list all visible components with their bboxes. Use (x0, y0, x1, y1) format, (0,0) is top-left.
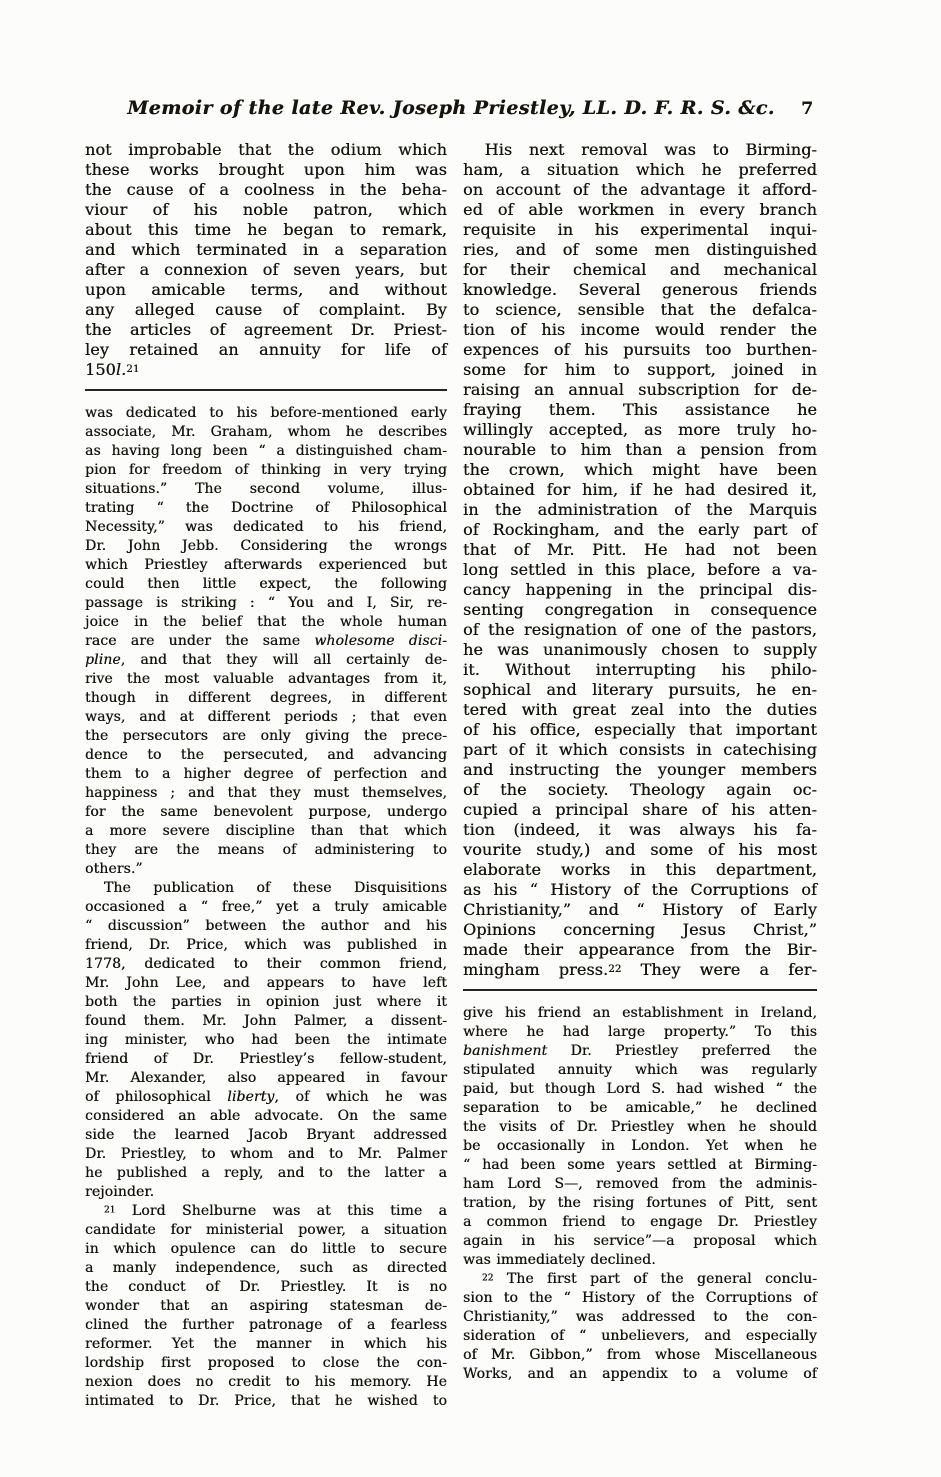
text-line (85, 200, 447, 220)
footnote-separator-rule (463, 989, 817, 991)
text-segment: knowledge. Several generous friends (463, 280, 817, 299)
text-segment: as his “ History of the Corruptions of (463, 880, 817, 899)
text-line (85, 974, 447, 993)
text-segment: 150 (85, 360, 116, 379)
text-segment: ways, and at different periods ; that even (85, 709, 447, 725)
text-line (463, 1346, 817, 1365)
text-segment: found them. Mr. John Palmer, a dissent- (85, 1013, 447, 1029)
text-segment: , of which he was (274, 1089, 447, 1105)
text-segment: willingly accepted, as more truly ho- (463, 420, 817, 439)
text-line (85, 1069, 447, 1088)
text-line (463, 540, 817, 560)
text-segment: rejoinder. (85, 1184, 155, 1200)
text-line (85, 480, 447, 499)
text-segment: not improbable that the odium which (85, 140, 447, 159)
text-segment: after a connexion of seven years, but (85, 260, 447, 279)
text-line (463, 600, 817, 620)
text-segment: senting congregation in consequence (463, 600, 817, 619)
text-line (463, 240, 817, 260)
text-segment: The first part of the general conclu- (493, 1271, 817, 1287)
text-line (463, 1156, 817, 1175)
text-segment: Necessity,” was dedicated to his friend, (85, 519, 447, 535)
text-line (463, 560, 817, 580)
text-segment: considered an able advocate. On the same (85, 1108, 447, 1124)
text-line (85, 1088, 447, 1107)
text-segment: a more severe discipline than that which (85, 823, 447, 839)
text-line (463, 260, 817, 280)
text-line (85, 260, 447, 280)
text-segment: paid, but though Lord S. had wished “ the (463, 1081, 817, 1097)
text-segment: Opinions concerning Jesus Christ,” (463, 920, 817, 939)
text-segment: and instructing the younger members (463, 760, 817, 779)
text-line (463, 1004, 817, 1023)
text-segment: tion of his income would render the (463, 320, 817, 339)
text-segment: , and that they will all certainly de- (120, 652, 447, 668)
text-line (463, 1061, 817, 1080)
text-line (463, 820, 817, 840)
text-line (463, 760, 817, 780)
text-line (463, 900, 817, 920)
footnote-marker: 22 (608, 962, 622, 975)
text-segment: though in different degrees, in different (85, 690, 447, 706)
text-segment: friend, Dr. Price, which was published in (85, 937, 447, 953)
text-segment: of Rockingham, and the early part of (463, 520, 817, 539)
text-segment: give his friend an establishment in Ireland, (463, 1005, 817, 1021)
text-segment: expences of his pursuits too burthen- (463, 340, 817, 359)
text-line (85, 1107, 447, 1126)
text-segment: any alleged cause of complaint. By (85, 300, 447, 319)
text-line (463, 320, 817, 340)
text-line (463, 640, 817, 660)
text-line (85, 955, 447, 974)
text-segment: viour of his noble patron, which (85, 200, 447, 219)
text-segment: he published a reply, and to the latter a (85, 1165, 447, 1181)
text-segment: ries, and of some men distinguished (463, 240, 817, 259)
text-segment: on account of the advantage it afford- (463, 180, 817, 199)
text-segment: long settled in this place, before a va- (463, 560, 817, 579)
text-segment: 1778, dedicated to their common friend, (85, 956, 447, 972)
text-line (463, 580, 817, 600)
text-line (85, 917, 447, 936)
text-line (85, 1316, 447, 1335)
text-line (85, 1164, 447, 1183)
text-segment: The publication of these Disquisitions (103, 880, 447, 896)
text-segment: race are under the same (85, 633, 315, 649)
text-line (463, 1289, 817, 1308)
text-line (463, 400, 817, 420)
text-line (463, 140, 817, 160)
text-segment: in the administration of the Marquis (463, 500, 817, 519)
text-line (85, 220, 447, 240)
text-segment: wholesome disci- (314, 633, 447, 649)
text-segment: joice in the belief that the whole human (85, 614, 447, 630)
text-segment: again in his service”—a proposal which (463, 1233, 817, 1249)
text-segment: others.” (85, 861, 143, 877)
text-segment: sideration of “ unbelievers, and especially (463, 1328, 817, 1344)
text-segment: vourite study,) and some of his most (463, 840, 817, 859)
text-line (463, 1175, 817, 1194)
right-column (463, 140, 817, 1411)
text-line (463, 800, 817, 820)
text-line (463, 420, 817, 440)
text-line (85, 518, 447, 537)
text-line (463, 1327, 817, 1346)
text-line (85, 1278, 447, 1297)
text-segment: occasioned a “ free,” yet a truly amicable (85, 899, 447, 915)
text-segment: friend of Dr. Priestley’s fellow-student, (85, 1051, 447, 1067)
text-segment: the conduct of Dr. Priestley. It is no (85, 1279, 447, 1295)
text-segment: Dr. John Jebb. Considering the wrongs (85, 538, 447, 554)
text-line (85, 822, 447, 841)
text-segment: raising an annual subscription for de- (463, 380, 817, 399)
text-segment: it. Without interrupting his philo- (463, 660, 817, 679)
text-line (463, 920, 817, 940)
text-line (463, 480, 817, 500)
text-line (463, 620, 817, 640)
text-segment: “ discussion” between the author and his (85, 918, 447, 934)
text-line (463, 860, 817, 880)
text-line (85, 1240, 447, 1259)
text-segment: of the society. Theology again oc- (463, 780, 817, 799)
text-line (463, 680, 817, 700)
right-main-text (463, 140, 817, 980)
text-line (85, 1259, 447, 1278)
text-segment: a manly independence, such as directed (85, 1260, 447, 1276)
footnote-marker: 22 (481, 1273, 494, 1284)
text-segment: Works, and an appendix to a volume of (463, 1366, 817, 1382)
text-line (463, 280, 817, 300)
text-segment: intimated to Dr. Price, that he wished to (85, 1393, 447, 1409)
text-line (85, 784, 447, 803)
text-line (85, 860, 447, 879)
text-line (85, 841, 447, 860)
text-line (85, 423, 447, 442)
text-segment: “ had been some years settled at Birming- (463, 1157, 817, 1173)
text-segment: l. (115, 360, 127, 379)
text-segment: for their chemical and mechanical (463, 260, 817, 279)
text-line (85, 670, 447, 689)
text-segment: Mr. John Lee, and appears to have left (85, 975, 447, 991)
text-segment: dence to the persecuted, and advancing (85, 747, 447, 763)
text-line (85, 1392, 447, 1411)
text-line (85, 879, 447, 898)
text-segment: these works brought upon him was (85, 160, 447, 179)
text-line (463, 500, 817, 520)
text-segment: ham Lord S—, removed from the adminis- (463, 1176, 817, 1192)
text-line (463, 1099, 817, 1118)
text-segment: of his office, especially that important (463, 720, 817, 739)
text-segment: the crown, which might have been (463, 460, 817, 479)
text-line (463, 200, 817, 220)
text-line (85, 936, 447, 955)
text-line (463, 940, 817, 960)
text-segment: about this time he began to remark, (85, 220, 447, 239)
text-segment: made their appearance from the Bir- (463, 940, 817, 959)
text-segment: cupied a principal share of his atten- (463, 800, 817, 819)
text-segment: part of it which consists in catechising (463, 740, 817, 759)
text-line (463, 880, 817, 900)
text-line (85, 340, 447, 360)
text-segment: lordship first proposed to close the con- (85, 1355, 447, 1371)
text-line (85, 1012, 447, 1031)
text-line (85, 708, 447, 727)
text-line (85, 537, 447, 556)
text-segment: elaborate works in this department, (463, 860, 817, 879)
left-column (85, 140, 447, 1411)
text-line (463, 1365, 817, 1384)
text-segment: stipulated annuity which was regularly (463, 1062, 817, 1078)
text-line (85, 1031, 447, 1050)
text-segment: They were a fer- (621, 960, 817, 979)
text-line (463, 520, 817, 540)
text-segment: as having long been “ a distinguished cham- (85, 443, 447, 459)
text-line (85, 556, 447, 575)
running-title: Memoir of the late Rev. Joseph Priestley, LL. D. F. R. S. &c. (127, 97, 775, 119)
text-line (463, 1232, 817, 1251)
text-segment: be occasionally in London. Yet when he (463, 1138, 817, 1154)
text-segment: Mr. Alexander, also appeared in favour (85, 1070, 447, 1086)
text-segment: the cause of a coolness in the beha- (85, 180, 447, 199)
text-line (463, 1118, 817, 1137)
text-segment: passage is striking : “ You and I, Sir, re- (85, 595, 447, 611)
two-column-layout (85, 140, 817, 1411)
text-segment: both the parties in opinion just where it (85, 994, 447, 1010)
text-line (85, 803, 447, 822)
text-line (463, 1270, 817, 1289)
text-line (85, 404, 447, 423)
text-segment: fraying them. This assistance he (463, 400, 817, 419)
text-line (463, 720, 817, 740)
text-segment: sophical and literary pursuits, he en- (463, 680, 817, 699)
text-line (85, 1354, 447, 1373)
text-line (85, 1145, 447, 1164)
page-content (85, 97, 817, 1411)
text-line (463, 360, 817, 380)
text-segment: which Priestley afterwards experienced but (85, 557, 447, 573)
text-line (85, 898, 447, 917)
left-footnote-text (85, 404, 447, 1411)
text-segment: was immediately declined. (463, 1252, 656, 1268)
text-line (463, 1042, 817, 1061)
text-segment: was dedicated to his before-mentioned early (85, 405, 447, 421)
text-segment: in which opulence can do little to secure (85, 1241, 447, 1257)
left-main-text (85, 140, 447, 380)
text-line (463, 1080, 817, 1099)
text-line (85, 993, 447, 1012)
text-line (463, 1308, 817, 1327)
text-segment: a common friend to engage Dr. Priestley (463, 1214, 817, 1230)
text-line (463, 840, 817, 860)
text-line (85, 651, 447, 670)
text-segment: that of Mr. Pitt. He had not been (463, 540, 817, 559)
text-line (85, 442, 447, 461)
text-line (463, 740, 817, 760)
text-line (85, 360, 447, 380)
text-segment: obtained for him, if he had desired it, (463, 480, 817, 499)
text-segment: sion to the “ History of the Corruptions of (463, 1290, 817, 1306)
text-line (85, 1335, 447, 1354)
text-segment: liberty (227, 1089, 275, 1105)
text-line (85, 1183, 447, 1202)
text-line (85, 1297, 447, 1316)
text-segment: for the same benevolent purpose, undergo (85, 804, 447, 820)
text-segment: Dr. Priestley preferred the (547, 1043, 817, 1059)
text-line (463, 460, 817, 480)
text-line (85, 727, 447, 746)
text-line (463, 700, 817, 720)
text-segment: trating “ the Doctrine of Philosophical (85, 500, 447, 516)
text-line (85, 575, 447, 594)
footnote-marker: 21 (126, 362, 140, 375)
text-line (85, 1050, 447, 1069)
footnote-separator-rule (85, 389, 447, 391)
text-line (463, 960, 817, 980)
text-segment: Lord Shelburne was at this time a (115, 1203, 447, 1219)
text-line (463, 1023, 817, 1042)
text-segment: Dr. Priestley, to whom and to Mr. Palmer (85, 1146, 447, 1162)
text-segment: separation to be amicable,” he declined (463, 1100, 817, 1116)
text-line (463, 1213, 817, 1232)
text-line (85, 632, 447, 651)
text-line (85, 765, 447, 784)
text-segment: happiness ; and that they must themselves, (85, 785, 447, 801)
text-segment: of philosophical (85, 1089, 228, 1105)
text-line (463, 780, 817, 800)
text-segment: ley retained an annuity for life of (85, 340, 447, 359)
text-segment: banishment (463, 1043, 548, 1059)
footnote-marker: 21 (103, 1205, 116, 1216)
text-line (85, 180, 447, 200)
text-segment: requisite in his experimental inqui- (463, 220, 817, 239)
page-header (85, 97, 817, 125)
text-line (463, 1137, 817, 1156)
text-segment: of Mr. Gibbon,” from whose Miscellaneous (463, 1347, 817, 1363)
text-line (85, 240, 447, 260)
text-segment: the visits of Dr. Priestley when he should (463, 1119, 817, 1135)
text-segment: he was unanimously chosen to supply (463, 640, 817, 659)
text-line (85, 499, 447, 518)
text-segment: tration, by the rising fortunes of Pitt, sent (463, 1195, 817, 1211)
text-line (463, 440, 817, 460)
text-segment: mingham press. (463, 960, 609, 979)
text-segment: them to a higher degree of perfection and (85, 766, 447, 782)
text-segment: to science, sensible that the defalca- (463, 300, 817, 319)
text-segment: the articles of agreement Dr. Priest- (85, 320, 447, 339)
text-line (85, 140, 447, 160)
text-line (463, 160, 817, 180)
text-segment: Christianity,” was addressed to the con- (463, 1309, 817, 1325)
text-segment: tion (indeed, it was always his fa- (463, 820, 817, 839)
text-segment: Christianity,” and “ History of Early (463, 900, 817, 919)
text-line (463, 180, 817, 200)
text-line (463, 220, 817, 240)
text-segment: nourable to him than a pension from (463, 440, 817, 459)
text-segment: could then little expect, the following (85, 576, 447, 592)
text-segment: pline (85, 652, 121, 668)
text-segment: His next removal was to Birming- (484, 140, 817, 159)
text-line (85, 280, 447, 300)
text-line (85, 300, 447, 320)
text-segment: ham, a situation which he preferred (463, 160, 817, 179)
text-segment: tered with great zeal into the duties (463, 700, 817, 719)
text-line (85, 689, 447, 708)
text-segment: nexion does no credit to his memory. He (85, 1374, 447, 1390)
text-segment: upon amicable terms, and without (85, 280, 447, 299)
text-line (463, 1194, 817, 1213)
text-segment: of the resignation of one of the pastors, (463, 620, 817, 639)
text-segment: the persecutors are only giving the prece- (85, 728, 447, 744)
text-segment: some for him to support, joined in (463, 360, 817, 379)
text-line (463, 1251, 817, 1270)
text-segment: clined the further patronage of a fearless (85, 1317, 447, 1333)
right-footnote-text (463, 1004, 817, 1384)
text-segment: reformer. Yet the manner in which his (85, 1336, 447, 1352)
text-line (85, 594, 447, 613)
text-line (463, 380, 817, 400)
text-segment: cancy happening in the principal dis- (463, 580, 817, 599)
text-line (85, 1373, 447, 1392)
text-segment: pion for freedom of thinking in very trying (85, 462, 447, 478)
text-segment: rive the most valuable advantages from it, (85, 671, 447, 687)
text-line (85, 160, 447, 180)
text-line (463, 660, 817, 680)
text-segment: candidate for ministerial power, a situation (85, 1222, 447, 1238)
text-line (85, 461, 447, 480)
text-line (85, 320, 447, 340)
page-number: 7 (801, 99, 813, 119)
text-segment: and which terminated in a separation (85, 240, 447, 259)
text-segment: ing minister, who had been the intimate (85, 1032, 447, 1048)
text-line (85, 1221, 447, 1240)
text-line (85, 1126, 447, 1145)
text-segment: situations.” The second volume, illus- (85, 481, 447, 497)
text-segment: wonder that an aspiring statesman de- (85, 1298, 447, 1314)
text-segment: where he had large property.” To this (463, 1024, 817, 1040)
text-line (463, 300, 817, 320)
text-line (85, 1202, 447, 1221)
text-segment: side the learned Jacob Bryant addressed (85, 1127, 447, 1143)
text-line (85, 613, 447, 632)
text-segment: associate, Mr. Graham, whom he describes (85, 424, 447, 440)
text-segment: ed of able workmen in every branch (463, 200, 817, 219)
text-line (85, 746, 447, 765)
text-segment: they are the means of administering to (85, 842, 447, 858)
text-line (463, 340, 817, 360)
